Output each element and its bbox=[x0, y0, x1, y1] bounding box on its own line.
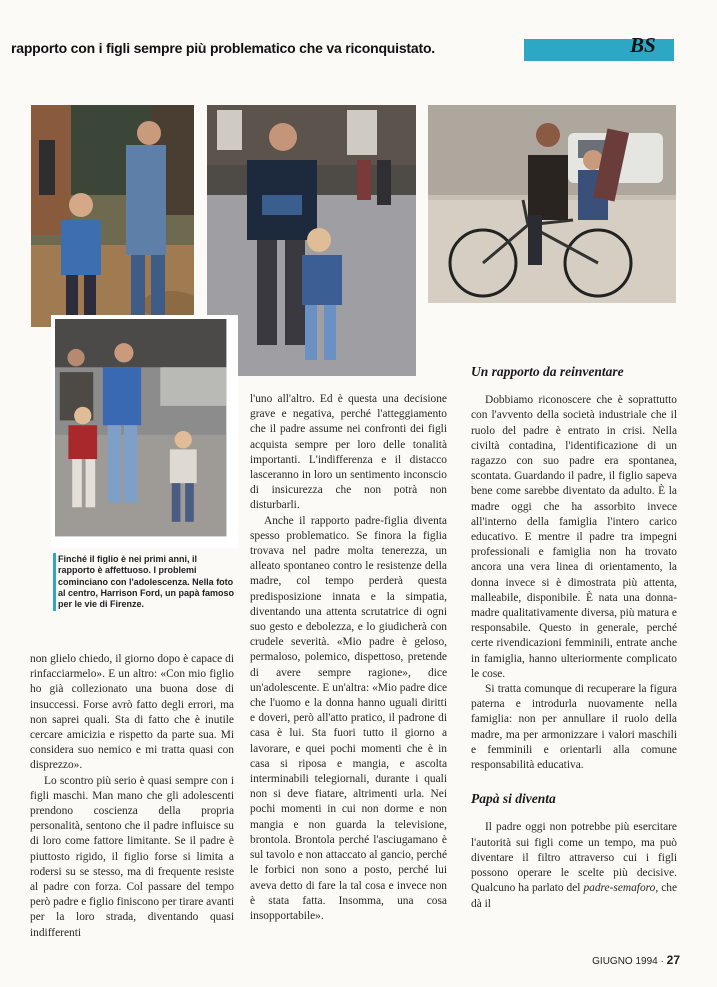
photo-father-son-path bbox=[31, 105, 194, 327]
paragraph-text: , che dà il bbox=[471, 882, 677, 910]
subheading: Papà si diventa bbox=[471, 791, 556, 807]
paragraph: non glielo chiedo, il giorno dopo è capace di rinfacciarmelo». E un altro: «Con mio figlio ho già collezionato una buona dose di insuccessi. Forse avrò fatto degli errori, ma non saprei quali. Sta di fatto che è inutile cercare amicizia e rispetto da parte sua. Mi considera suo nemico e mi tratta quasi con disprezzo». bbox=[30, 653, 234, 772]
caption-accent-rule bbox=[53, 553, 56, 611]
paragraph: Si tratta comunque di recuperare la figura paterna e introdurla nuovamente nella famiglia: non per annullare il ruolo della madre, ma per armonizzare i valori maschili e femminili e orientarli alla comune responsabilità educativa. bbox=[471, 683, 677, 772]
headline: rapporto con i figli sempre più problematico che va riconquistato. bbox=[11, 40, 435, 56]
italic-term: padre-semaforo bbox=[583, 882, 656, 895]
page-footer bbox=[560, 953, 680, 967]
photo-caption: Finché il figlio è nei primi anni, il rapporto è affettuoso. I problemi cominciano con l'adolescenza. Nella foto al centro, Harrison Ford, un papà famoso per le vie di Firenze. bbox=[58, 554, 235, 610]
paragraph: Dobbiamo riconoscere che è soprattutto con l'avvento della società industriale che il ruolo del padre è entrato in crisi. Nella civiltà contadina, l'identificazione di un ragazzo con suo padre era spontanea, scontata. Guardando il padre, il figlio sapeva bene come sarebbe diventato da adulto. È la madre oggi che ha assorbito invece all'interno della famiglia l'intero carico educativo. E mentre il padre tra impegni professionali e famiglia non ha trovato ancora una vera linea di orientamento, la donna invece si è dimostrata più attenta, malleabile, disponibile. È nata una donna-madre qualitativamente diversa, più matura e responsabile. Questo in generale, perché certe rivendicazioni femminili, entrate anche in famiglia, hanno ulteriormente complicato le cose. bbox=[471, 394, 677, 680]
section-tag: BS bbox=[630, 33, 656, 57]
photo-harrison-ford-florence bbox=[207, 105, 416, 376]
right-column bbox=[471, 364, 677, 912]
paragraph: Anche il rapporto padre-figlia diventa spesso problematico. Se finora la figlia trovava nel padre molta tenerezza, un alleato spontaneo contro le resistenze della madre, col tempo perderà questa predisposizione innata e la simpatia, diventando una attenta scrutatrice di ogni suo gesto e debolezza, e lo giudicherà con crudele severità. «Mio padre è geloso, permaloso, polemico, dispettoso, pretende di avere sempre ragione», dice un'adolescente. E un'altra: «Mio padre dice che l'uomo e la donna hanno uguali diritti e doveri, però all'atto pratico, il padrone di casa è lui. Sta fuori tutto il giorno a lavorare, e quei pochi momenti che è in casa si riposa e mangia, e ascolta interminabili telegiornali, durante i quali non si deve fiatare, altrimenti urla. Nei pochi momenti in cui non dorme e non mangia e non guarda la televisione, brontola. Brontola perché l'asciugamano è sul tavolo e non attaccato al gancio, perché le forbici non sono a posto, perché lui aveva detto di fare la tal cosa e invece non è stata fatta. Insomma, una cosa insopportabile». bbox=[250, 514, 447, 922]
paragraph-text: Il padre oggi non potrebbe più esercitare l'autorità sui figli come un tempo, ma può diventare il filtro attraverso cui i figli possono operare le scelte più decisive. Qualcuno ha parlato del bbox=[471, 821, 677, 895]
left-column bbox=[30, 652, 234, 941]
middle-column bbox=[250, 392, 447, 924]
paragraph bbox=[471, 820, 677, 911]
issue-date: GIUGNO 1994 bbox=[592, 956, 658, 967]
photo-father-child-bicycle bbox=[428, 105, 676, 303]
paragraph: Lo scontro più serio è quasi sempre con i figli maschi. Man mano che gli adolescenti prendono coscienza della propria personalità, sentono che il padre influisce su di loro come fattore limitante. Se il padre è piuttosto rigido, il figlio forse si limita a rodersi su se stesso, ma di frequente resiste al padre con forza. Col passare del tempo però padre e figlio finiscono per tirare avanti per la loro strada, diventando quasi indifferenti bbox=[30, 774, 234, 939]
subheading: Un rapporto da reinventare bbox=[471, 364, 624, 379]
footer-separator: · bbox=[660, 956, 664, 967]
paragraph: l'uno all'altro. Ed è questa una decisione grave e negativa, perché l'atteggiamento che il padre assume nei confronti dei figli acquista sempre per loro delle tonalità importanti. L'indifferenza e il distacco lasceranno in loro un sentimento inconscio di insicurezza che non potrà non disturbarli. bbox=[250, 393, 447, 512]
page-number: 27 bbox=[666, 953, 680, 967]
photo-family-walking bbox=[51, 315, 238, 548]
